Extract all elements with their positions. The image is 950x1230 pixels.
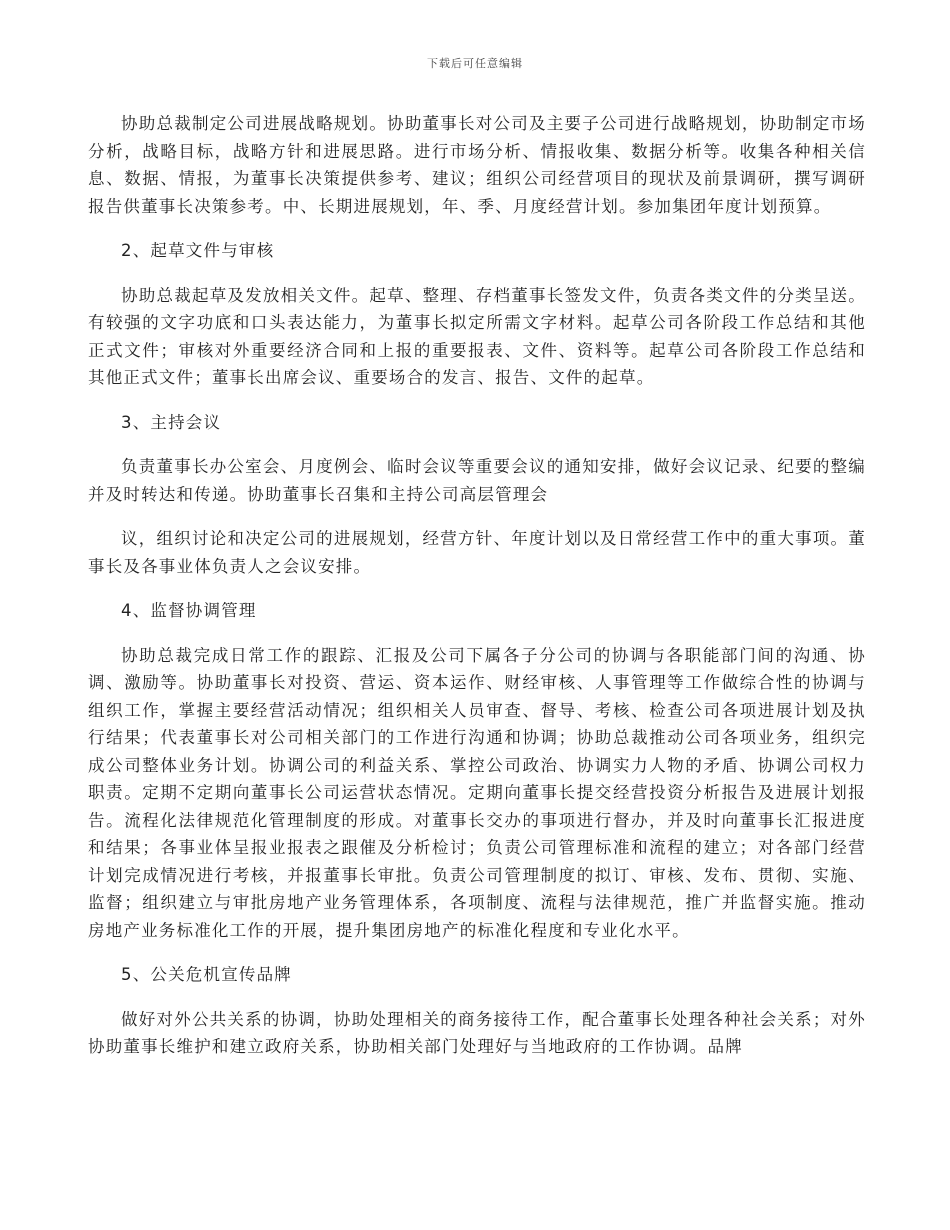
paragraph-strategy: 协助总裁制定公司进展战略规划。协助董事长对公司及主要子公司进行战略规划，协助制定市场分析，战略目标，战略方针和进展思路。进行市场分析、情报收集、数据分析等。收集各种相关信息、数据、情报，为董事长决策提供参考、建议；组织公司经营项目的现状及前景调研，撰写调研报告供董事长决策参考。中、长期进展规划，年、季、月度经营计划。参加集团年度计划预算。	[88, 114, 866, 216]
document-body	[88, 110, 866, 1078]
paragraph-drafting: 协助总裁起草及发放相关文件。起草、整理、存档董事长签发文件，负责各类文件的分类呈送。有较强的文字功底和口头表达能力，为董事长拟定所需文字材料。起草公司各阶段工作总结和其他正式文件；审核对外重要经济合同和上报的重要报表、文件、资料等。起草公司各阶段工作总结和其他正式文件；董事长出席会议、重要场合的发言、报告、文件的起草。	[88, 285, 866, 387]
paragraph-public-relations: 做好对外公共关系的协调，协助处理相关的商务接待工作，配合董事长处理各种社会关系；对外协助董事长维护和建立政府关系，协助相关部门处理好与当地政府的工作协调。品牌	[88, 1009, 866, 1056]
paragraph-supervision: 协助总裁完成日常工作的跟踪、汇报及公司下属各子分公司的协调与各职能部门间的沟通、协调、激励等。协助董事长对投资、营运、资本运作、财经审核、人事管理等工作做综合性的协调与组织工作，掌握主要经营活动情况；组织相关人员审查、督导、考核、检查公司各项进展计划及执行结果；代表董事长对公司相关部门的工作进行沟通和协调；协助总裁推动公司各项业务，组织完成公司整体业务计划。协调公司的利益关系、掌控公司政治、协调实力人物的矛盾、协调公司权力职责。定期不定期向董事长公司运营状态情况。定期向董事长提交经营投资分析报告及进展计划报告。流程化法律规范化管理制度的形成。对董事长交办的事项进行督办，并及时向董事长汇报进度和结果；各事业体呈报业报表之跟催及分析检讨；负责公司管理标准和流程的建立；对各部门经营计划完成情况进行考核，并报董事长审批。负责公司管理制度的拟订、审核、发布、贯彻、实施、监督；组织建立与审批房地产业务管理体系，各项制度、流程与法律规范，推广并监督实施。推动房地产业务标准化工作的开展，提升集团房地产的标准化程度和专业化水平。	[88, 645, 866, 940]
section-heading-meetings: 3、主持会议	[121, 412, 222, 432]
paragraph-meetings-1: 负责董事长办公室会、月度例会、临时会议等重要会议的通知安排，做好会议记录、纪要的整编并及时转达和传递。协助董事长召集和主持公司高层管理会	[88, 457, 866, 504]
section-heading-drafting: 2、起草文件与审核	[121, 241, 275, 260]
section-heading-public-relations: 5、公关危机宣传品牌	[121, 965, 292, 984]
paragraph-meetings-2: 议，组织讨论和决定公司的进展规划，经营方针、年度计划以及日常经营工作中的重大事项。董事长及各事业体负责人之会议安排。	[88, 529, 866, 576]
page-header: 下载后可任意编辑	[427, 57, 523, 70]
section-heading-supervision: 4、监督协调管理	[121, 601, 257, 620]
